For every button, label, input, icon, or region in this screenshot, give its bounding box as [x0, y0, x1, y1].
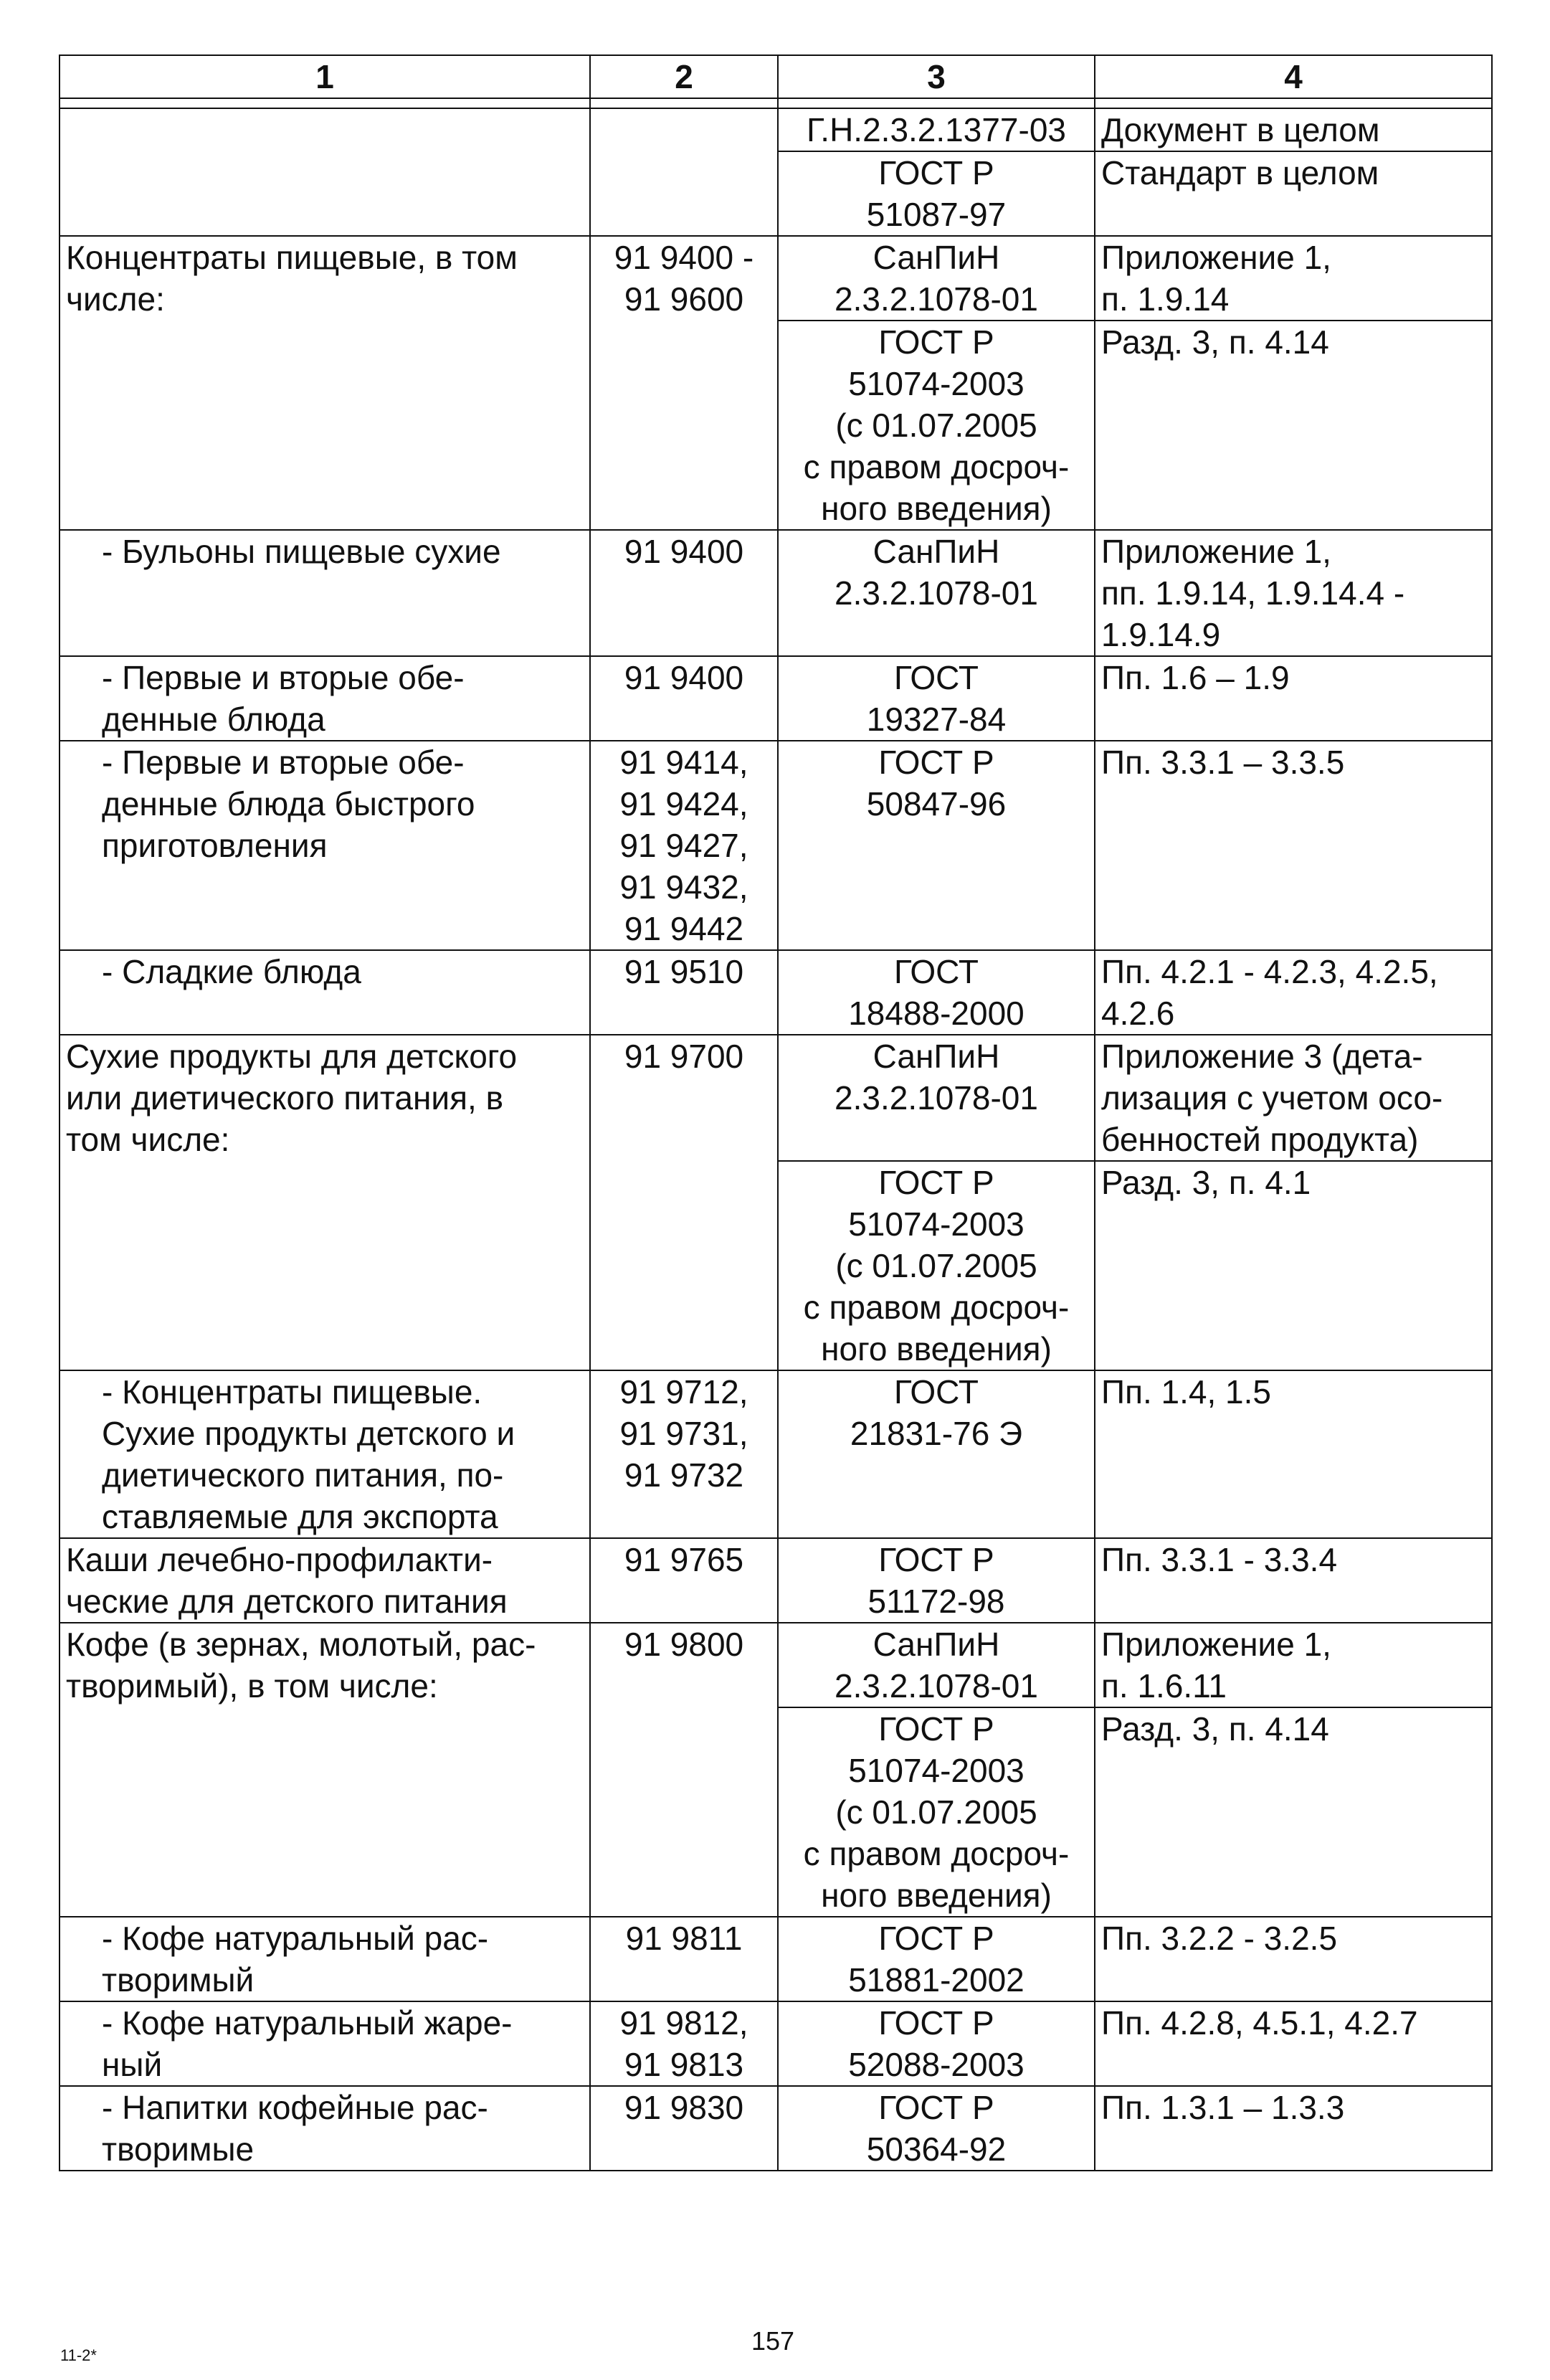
section-reference-cell: Приложение 3 (дета- лизация с учетом осо- бенностей продукта): [1095, 1035, 1492, 1161]
product-code-cell: [590, 108, 778, 236]
product-name-cell: - Сладкие блюда: [60, 950, 590, 1035]
normative-document-cell: Г.Н.2.3.2.1377-03: [778, 108, 1095, 151]
table-row: [60, 530, 1492, 656]
product-name-cell: - Первые и вторые обе- денные блюда: [60, 656, 590, 741]
section-reference-cell: Разд. 3, п. 4.14: [1095, 1707, 1492, 1917]
product-code-cell: 91 9414, 91 9424, 91 9427, 91 9432, 91 9442: [590, 741, 778, 950]
product-code-cell: 91 9812, 91 9813: [590, 2001, 778, 2086]
product-code-cell: 91 9400 - 91 9600: [590, 236, 778, 530]
section-reference-cell: Стандарт в целом: [1095, 151, 1492, 236]
product-code-cell: 91 9811: [590, 1917, 778, 2001]
page-number: 157: [751, 2326, 795, 2356]
product-name-cell: - Концентраты пищевые. Сухие продукты детского и диетического питания, по- ставляемые для экспорта: [60, 1370, 590, 1538]
section-reference-cell: Пп. 4.2.1 - 4.2.3, 4.2.5, 4.2.6: [1095, 950, 1492, 1035]
section-reference-cell: Пп. 3.3.1 - 3.3.4: [1095, 1538, 1492, 1623]
normative-document-cell: ГОСТ Р 51172-98: [778, 1538, 1095, 1623]
section-reference-cell: Приложение 1, п. 1.6.11: [1095, 1623, 1492, 1707]
product-name-cell: - Кофе натуральный жаре- ный: [60, 2001, 590, 2086]
column-header: 3: [778, 55, 1095, 98]
table-row: [60, 1538, 1492, 1623]
printer-signature: 11-2*: [60, 2346, 97, 2364]
table-row: [60, 1035, 1492, 1161]
section-reference-cell: Пп. 4.2.8, 4.5.1, 4.2.7: [1095, 2001, 1492, 2086]
product-name-cell: Каши лечебно-профилакти- ческие для детского питания: [60, 1538, 590, 1623]
section-reference-cell: Пп. 1.3.1 – 1.3.3: [1095, 2086, 1492, 2171]
normative-document-cell: ГОСТ 19327-84: [778, 656, 1095, 741]
product-code-cell: 91 9712, 91 9731, 91 9732: [590, 1370, 778, 1538]
product-name-cell: [60, 108, 590, 236]
normative-document-cell: ГОСТ Р 50847-96: [778, 741, 1095, 950]
table-row: [60, 1370, 1492, 1538]
product-code-cell: 91 9510: [590, 950, 778, 1035]
product-code-cell: 91 9800: [590, 1623, 778, 1917]
table-row: [60, 2086, 1492, 2171]
table-row: [60, 1623, 1492, 1707]
normative-document-cell: ГОСТ Р 51087-97: [778, 151, 1095, 236]
product-name-cell: Кофе (в зернах, молотый, рас- творимый), в том числе:: [60, 1623, 590, 1917]
table-row: [60, 741, 1492, 950]
table-row: [60, 656, 1492, 741]
section-reference-cell: Разд. 3, п. 4.14: [1095, 321, 1492, 530]
section-reference-cell: Пп. 1.6 – 1.9: [1095, 656, 1492, 741]
product-name-cell: - Кофе натуральный рас- творимый: [60, 1917, 590, 2001]
section-reference-cell: Приложение 1, пп. 1.9.14, 1.9.14.4 - 1.9.14.9: [1095, 530, 1492, 656]
normative-document-cell: ГОСТ 18488-2000: [778, 950, 1095, 1035]
normative-document-cell: СанПиН 2.3.2.1078-01: [778, 1623, 1095, 1707]
table-row: [60, 108, 1492, 151]
product-name-cell: - Бульоны пищевые сухие: [60, 530, 590, 656]
table-row: [60, 1917, 1492, 2001]
table-body: [60, 108, 1492, 2171]
product-code-cell: 91 9830: [590, 2086, 778, 2171]
column-header: 1: [60, 55, 590, 98]
section-reference-cell: Пп. 3.3.1 – 3.3.5: [1095, 741, 1492, 950]
section-reference-cell: Приложение 1, п. 1.9.14: [1095, 236, 1492, 321]
section-reference-cell: Документ в целом: [1095, 108, 1492, 151]
normative-document-cell: ГОСТ Р 51881-2002: [778, 1917, 1095, 2001]
normative-document-cell: ГОСТ Р 50364-92: [778, 2086, 1095, 2171]
product-name-cell: - Первые и вторые обе- денные блюда быстрого приготовления: [60, 741, 590, 950]
product-name-cell: Сухие продукты для детского или диетического питания, в том числе:: [60, 1035, 590, 1370]
column-header: 4: [1095, 55, 1492, 98]
table-row: [60, 2001, 1492, 2086]
normative-document-cell: СанПиН 2.3.2.1078-01: [778, 236, 1095, 321]
product-code-cell: 91 9765: [590, 1538, 778, 1623]
product-code-cell: 91 9400: [590, 656, 778, 741]
section-reference-cell: Пп. 3.2.2 - 3.2.5: [1095, 1917, 1492, 2001]
product-code-cell: 91 9700: [590, 1035, 778, 1370]
column-header: 2: [590, 55, 778, 98]
header-gap: [60, 98, 1492, 108]
product-name-cell: - Напитки кофейные рас- творимые: [60, 2086, 590, 2171]
standards-table: [59, 54, 1493, 2171]
normative-document-cell: СанПиН 2.3.2.1078-01: [778, 530, 1095, 656]
table-row: [60, 236, 1492, 321]
normative-document-cell: ГОСТ Р 51074-2003 (с 01.07.2005 с правом досроч- ного введения): [778, 1161, 1095, 1370]
normative-document-cell: ГОСТ 21831-76 Э: [778, 1370, 1095, 1538]
section-reference-cell: Разд. 3, п. 4.1: [1095, 1161, 1492, 1370]
table-header-row: [60, 55, 1492, 98]
normative-document-cell: ГОСТ Р 51074-2003 (с 01.07.2005 с правом досроч- ного введения): [778, 1707, 1095, 1917]
product-code-cell: 91 9400: [590, 530, 778, 656]
normative-document-cell: ГОСТ Р 51074-2003 (с 01.07.2005 с правом досроч- ного введения): [778, 321, 1095, 530]
normative-document-cell: СанПиН 2.3.2.1078-01: [778, 1035, 1095, 1161]
section-reference-cell: Пп. 1.4, 1.5: [1095, 1370, 1492, 1538]
normative-document-cell: ГОСТ Р 52088-2003: [778, 2001, 1095, 2086]
table-row: [60, 950, 1492, 1035]
product-name-cell: Концентраты пищевые, в том числе:: [60, 236, 590, 530]
